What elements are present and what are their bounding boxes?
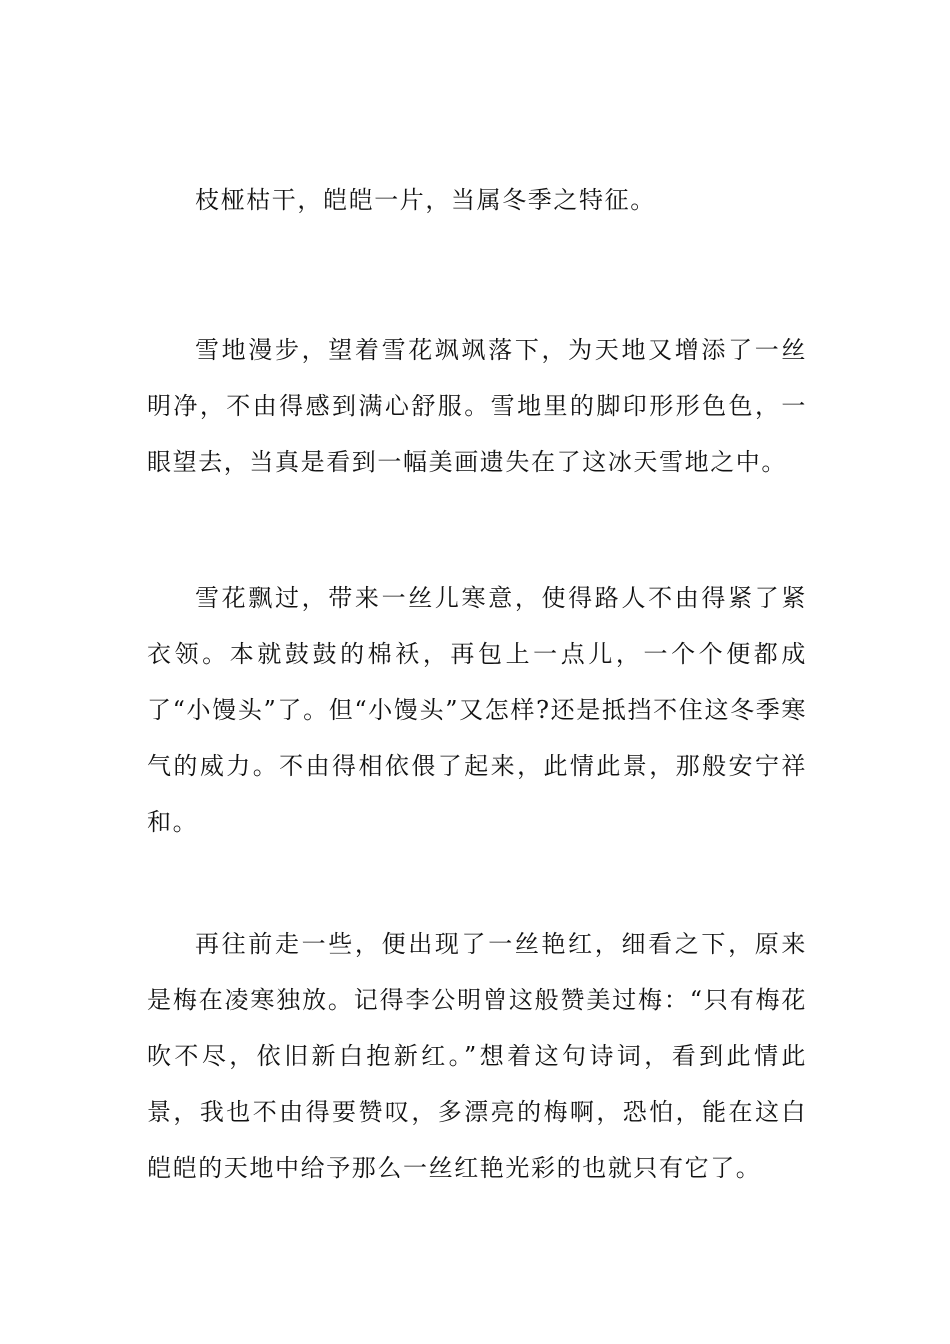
paragraph-3: 雪花飘过，带来一丝儿寒意，使得路人不由得紧了紧衣领。本就鼓鼓的棉袄，再包上一点儿，一个个便都成了“小馒头”了。但“小馒头”又怎样?还是抵挡不住这冬季寒气的威力。不由得相依偎了起来，此情此景，那般安宁祥和。 xyxy=(147,584,807,836)
paragraph-1: 枝桠枯干，皑皑一片，当属冬季之特征。 xyxy=(195,186,656,214)
paragraph-4: 再往前走一些，便出现了一丝艳红，细看之下，原来是梅在凌寒独放。记得李公明曾这般赞美过梅：“只有梅花吹不尽，依旧新白抱新红。”想着这句诗词，看到此情此景，我也不由得要赞叹，多漂亮的梅啊，恐怕，能在这白皑皑的天地中给予那么一丝红艳光彩的也就只有它了。 xyxy=(147,930,807,1182)
paragraph-2: 雪地漫步，望着雪花飒飒落下，为天地又增添了一丝明净，不由得感到满心舒服。雪地里的脚印形形色色，一眼望去，当真是看到一幅美画遗失在了这冰天雪地之中。 xyxy=(147,336,807,476)
